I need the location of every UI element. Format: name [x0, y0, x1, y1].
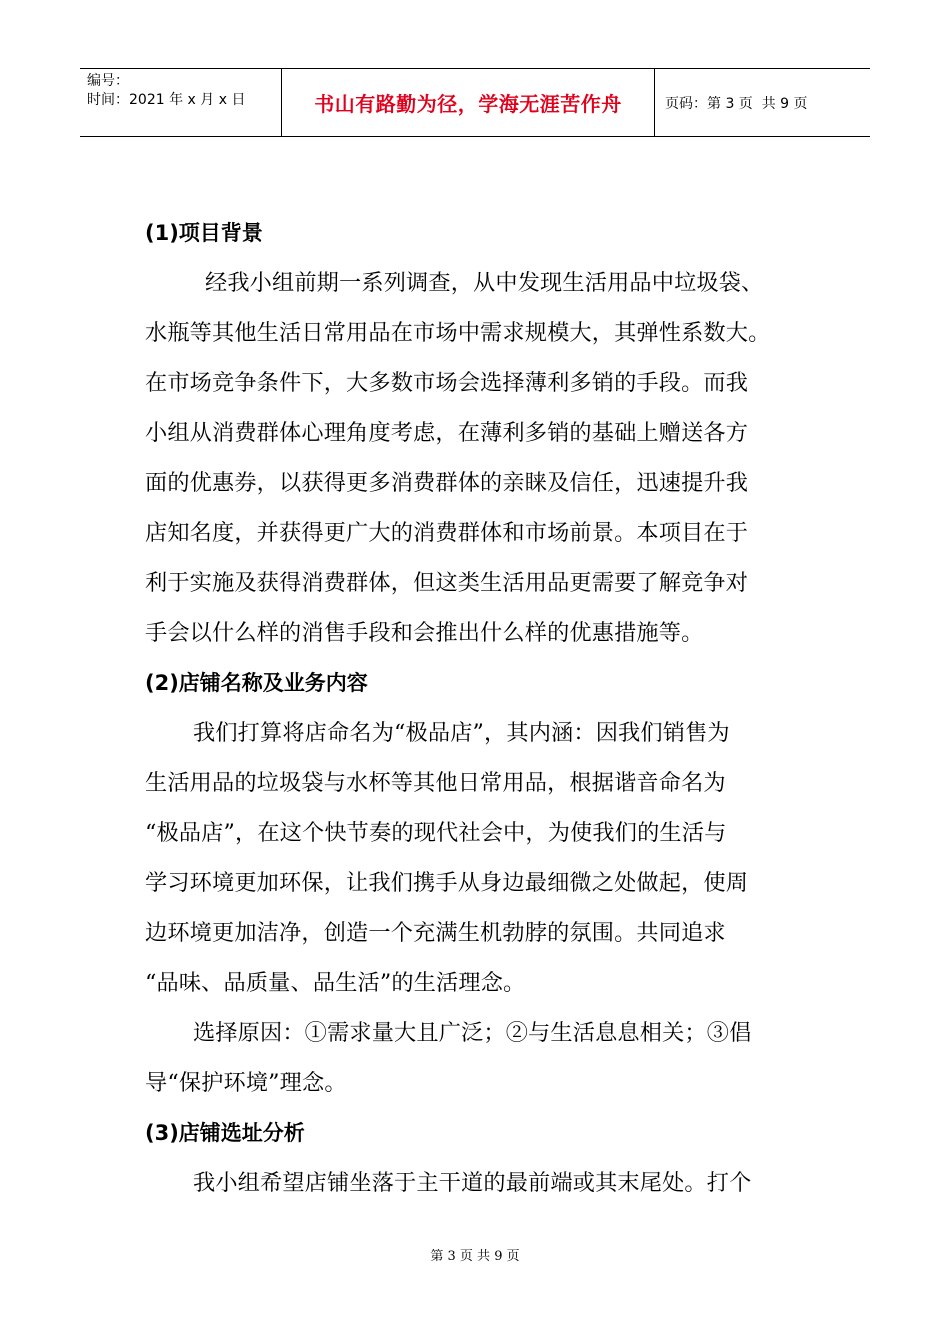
paragraph-line: 小组从消费群体心理角度考虑，在薄利多销的基础上赠送各方 [145, 420, 749, 446]
paragraph-line: 经我小组前期一系列调查，从中发现生活用品中垃圾袋、 [205, 270, 764, 296]
paragraph-line: 我小组希望店铺坐落于主干道的最前端或其末尾处。打个 [193, 1170, 752, 1196]
paragraph-line: 面的优惠券，以获得更多消费群体的亲睐及信任，迅速提升我 [145, 470, 749, 496]
header-number-label: 编号： [87, 73, 129, 89]
header-meta [80, 69, 282, 136]
page-header [80, 68, 870, 137]
paragraph-line: 学习环境更加环保，让我们携手从身边最细微之处做起，使周 [145, 870, 749, 896]
paragraph-line: 手会以什么样的消售手段和会推出什么样的优惠措施等。 [145, 620, 704, 646]
header-page-info: 页码：第 3 页 共 9 页 [665, 95, 808, 112]
paragraph-line: 利于实施及获得消费群体，但这类生活用品更需要了解竞争对 [145, 570, 749, 596]
paragraph-line: 导“保护环境”理念。 [145, 1070, 347, 1096]
section-heading-store-name: (2)店铺名称及业务内容 [145, 671, 368, 695]
paragraph-line: “品味、品质量、品生活”的生活理念。 [145, 970, 526, 996]
header-motto: 书山有路勤为径，学海无涯苦作舟 [282, 69, 655, 136]
paragraph-line: 我们打算将店命名为“极品店”，其内涵：因我们销售为 [193, 720, 730, 746]
document-body [145, 208, 817, 1208]
section-heading-location-analysis: (3)店铺选址分析 [145, 1121, 305, 1145]
paragraph-line: 边环境更加洁净，创造一个充满生机勃脖的氛围。共同追求 [145, 920, 726, 946]
paragraph-line: 水瓶等其他生活日常用品在市场中需求规模大，其弹性系数大。 [145, 320, 771, 346]
paragraph-line: 生活用品的垃圾袋与水杯等其他日常用品，根据谐音命名为 [145, 770, 726, 796]
paragraph-line: 在市场竞争条件下，大多数市场会选择薄利多销的手段。而我 [145, 370, 749, 396]
header-time-label: 时间：2021 年 x 月 x 日 [87, 92, 246, 108]
page-footer: 第 3 页 共 9 页 [430, 1249, 520, 1264]
section-heading-project-background: (1)项目背景 [145, 221, 263, 245]
paragraph-line: 选择原因：①需求量大且广泛；②与生活息息相关；③倡 [193, 1020, 752, 1046]
paragraph-line: “极品店”，在这个快节奏的现代社会中，为使我们的生活与 [145, 820, 727, 846]
paragraph-line: 店知名度，并获得更广大的消费群体和市场前景。本项目在于 [145, 520, 749, 546]
